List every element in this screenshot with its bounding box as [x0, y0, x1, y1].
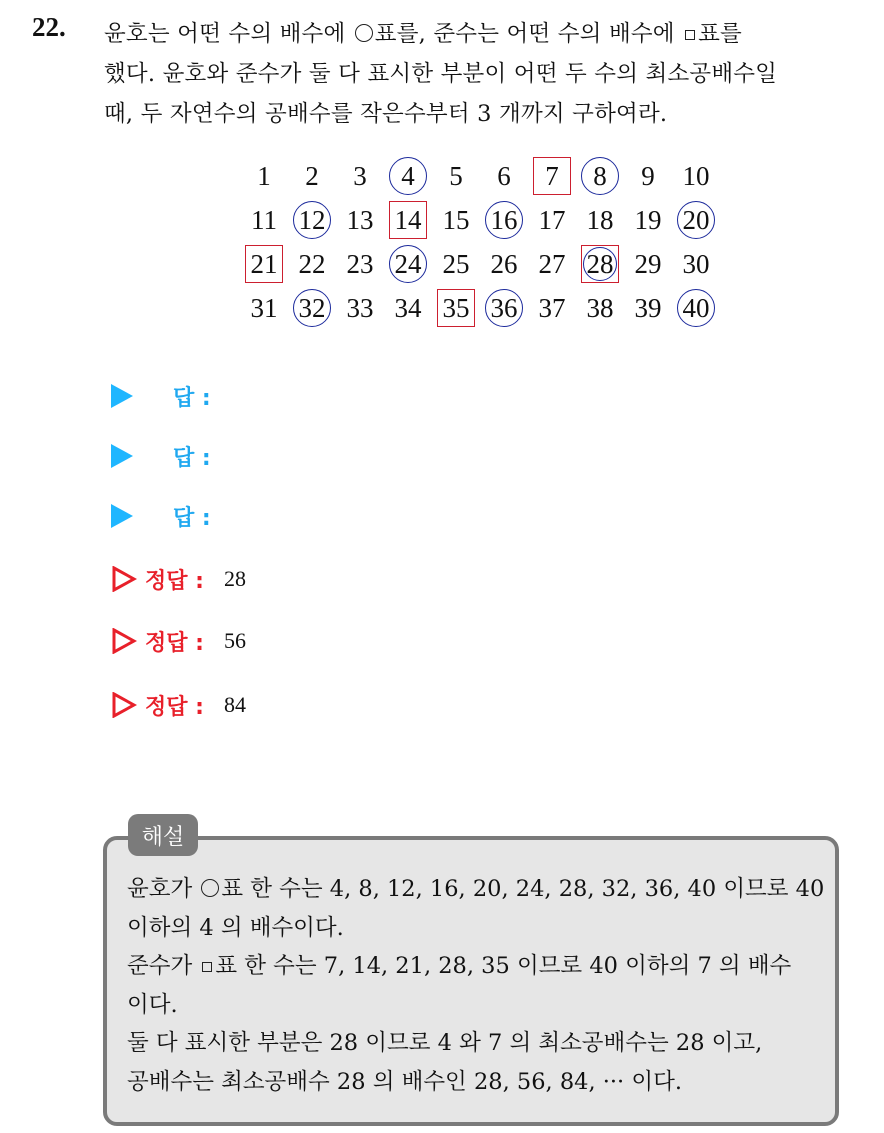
- grid-cell: [576, 198, 624, 242]
- grid-cell: [336, 242, 384, 286]
- grid-cell: [528, 198, 576, 242]
- grid-cell: [528, 242, 576, 286]
- outline-play-icon: [111, 692, 137, 718]
- grid-cell: [432, 242, 480, 286]
- grid-cell: [240, 154, 288, 198]
- grid-number: 29: [634, 248, 662, 279]
- grid-number: 27: [538, 248, 566, 279]
- explanation-line-5: 둘 다 표시한 부분은 28 이므로 4 와 7 의 최소공배수는 28 이고,: [127, 1030, 763, 1056]
- grid-number: 31: [250, 292, 278, 323]
- square-mark-icon: [202, 962, 212, 972]
- grid-number: 23: [346, 248, 374, 279]
- grid-number: 8: [581, 157, 619, 195]
- explanation-line-2: 이하의 4 의 배수이다.: [127, 914, 344, 941]
- grid-cell: [384, 198, 432, 242]
- question-line-1-part-2: 표를, 준수는 어떤 수의 배수에: [374, 21, 683, 47]
- explanation-line-3-part-1: 준수가: [127, 953, 200, 979]
- grid-cell: [336, 198, 384, 242]
- solution-row-1: [111, 560, 246, 598]
- grid-number: 39: [634, 292, 662, 323]
- play-icon: [111, 504, 133, 528]
- grid-number: 21: [245, 245, 283, 283]
- grid-cell: [576, 286, 624, 330]
- question-line-1-part-3: 표를: [698, 21, 742, 47]
- solution-label: 정답 :: [145, 568, 204, 594]
- outline-play-icon: [111, 566, 137, 592]
- grid-cell: [384, 242, 432, 286]
- grid-cell: [384, 154, 432, 198]
- grid-cell: [432, 286, 480, 330]
- grid-cell: [576, 154, 624, 198]
- grid-number: 12: [293, 201, 331, 239]
- answer-row-1: [111, 378, 211, 414]
- number-grid: [240, 154, 720, 330]
- grid-cell: [672, 198, 720, 242]
- grid-cell: [384, 286, 432, 330]
- grid-number: 34: [394, 292, 422, 323]
- grid-cell: [432, 154, 480, 198]
- answer-label: 답 :: [173, 385, 211, 411]
- outline-play-icon: [111, 628, 137, 654]
- grid-number: 26: [490, 248, 518, 279]
- question-text: [104, 14, 864, 134]
- grid-number: 28: [581, 245, 619, 283]
- question-line-1-part-1: 윤호는 어떤 수의 배수에: [104, 21, 353, 47]
- grid-cell: [672, 286, 720, 330]
- grid-number: 35: [437, 289, 475, 327]
- grid-number: 17: [538, 204, 566, 235]
- circle-mark-icon: [201, 879, 219, 897]
- explanation-tab: 해설: [128, 814, 198, 856]
- grid-number: 24: [389, 245, 427, 283]
- question-line-3: 때, 두 자연수의 공배수를 작은수부터 3 개까지 구하여라.: [104, 101, 668, 127]
- grid-number: 9: [641, 160, 655, 191]
- grid-cell: [288, 286, 336, 330]
- grid-cell: [480, 242, 528, 286]
- play-icon: [111, 444, 133, 468]
- grid-cell: [576, 242, 624, 286]
- question-number: 22.: [32, 12, 66, 42]
- grid-number: 4: [389, 157, 427, 195]
- grid-number: 36: [485, 289, 523, 327]
- answer-row-2: [111, 438, 211, 474]
- explanation-line-6: 공배수는 최소공배수 28 의 배수인 28, 56, 84, ··· 이다.: [127, 1068, 682, 1095]
- grid-cell: [672, 154, 720, 198]
- grid-number: 18: [586, 204, 614, 235]
- explanation-line-3-part-2: 표 한 수는 7, 14, 21, 28, 35 이므로 40 이하의 7 의 배수: [215, 953, 792, 979]
- grid-cell: [480, 286, 528, 330]
- grid-cell: [336, 286, 384, 330]
- grid-cell: [672, 242, 720, 286]
- solution-row-3: [111, 686, 246, 724]
- explanation-line-1-part-2: 표 한 수는 4, 8, 12, 16, 20, 24, 28, 32, 36, 40 이므로 40: [221, 876, 825, 902]
- answer-label: 답 :: [173, 445, 211, 471]
- explanation-line-3: [127, 947, 827, 986]
- grid-cell: [624, 242, 672, 286]
- answer-row-3: [111, 498, 211, 534]
- grid-cell: [528, 286, 576, 330]
- grid-number: 16: [485, 201, 523, 239]
- grid-number: 7: [533, 157, 571, 195]
- solution-label: 정답 :: [145, 694, 204, 720]
- grid-number: 20: [677, 201, 715, 239]
- grid-cell: [528, 154, 576, 198]
- explanation-line-1-part-1: 윤호가: [127, 876, 200, 902]
- grid-cell: [624, 286, 672, 330]
- grid-cell: [432, 198, 480, 242]
- grid-number: 33: [346, 292, 374, 323]
- question-line-1: [104, 14, 864, 54]
- grid-number: 30: [682, 248, 710, 279]
- play-icon: [111, 384, 133, 408]
- explanation-line-4: 이다.: [127, 991, 178, 1018]
- grid-number: 10: [682, 160, 710, 191]
- grid-number: 2: [305, 160, 319, 191]
- explanation-line-1: [127, 870, 827, 909]
- explanation-text: [127, 870, 827, 1101]
- grid-number: 32: [293, 289, 331, 327]
- grid-cell: [480, 198, 528, 242]
- grid-number: 25: [442, 248, 470, 279]
- grid-number: 22: [298, 248, 326, 279]
- grid-number: 6: [497, 160, 511, 191]
- solution-value: 28: [223, 566, 246, 591]
- grid-number: 13: [346, 204, 374, 235]
- grid-cell: [240, 198, 288, 242]
- grid-number: 40: [677, 289, 715, 327]
- grid-number: 3: [353, 160, 367, 191]
- grid-cell: [480, 154, 528, 198]
- grid-cell: [240, 242, 288, 286]
- grid-cell: [288, 198, 336, 242]
- circle-mark-icon: [355, 24, 373, 42]
- answer-label: 답 :: [173, 505, 211, 531]
- grid-cell: [288, 154, 336, 198]
- solution-label: 정답 :: [145, 630, 204, 656]
- solution-value: 56: [223, 628, 246, 653]
- grid-cell: [240, 286, 288, 330]
- grid-number: 38: [586, 292, 614, 323]
- grid-cell: [624, 198, 672, 242]
- solution-value: 84: [223, 692, 246, 717]
- question-line-2: 했다. 윤호와 준수가 둘 다 표시한 부분이 어떤 두 수의 최소공배수일: [104, 61, 778, 87]
- grid-number: 1: [257, 160, 271, 191]
- grid-number: 5: [449, 160, 463, 191]
- grid-number: 11: [251, 204, 277, 235]
- grid-cell: [336, 154, 384, 198]
- grid-number: 19: [634, 204, 662, 235]
- grid-number: 37: [538, 292, 566, 323]
- square-mark-icon: [685, 30, 695, 40]
- grid-cell: [624, 154, 672, 198]
- grid-number: 15: [442, 204, 470, 235]
- grid-cell: [288, 242, 336, 286]
- solution-row-2: [111, 622, 246, 660]
- grid-number: 14: [389, 201, 427, 239]
